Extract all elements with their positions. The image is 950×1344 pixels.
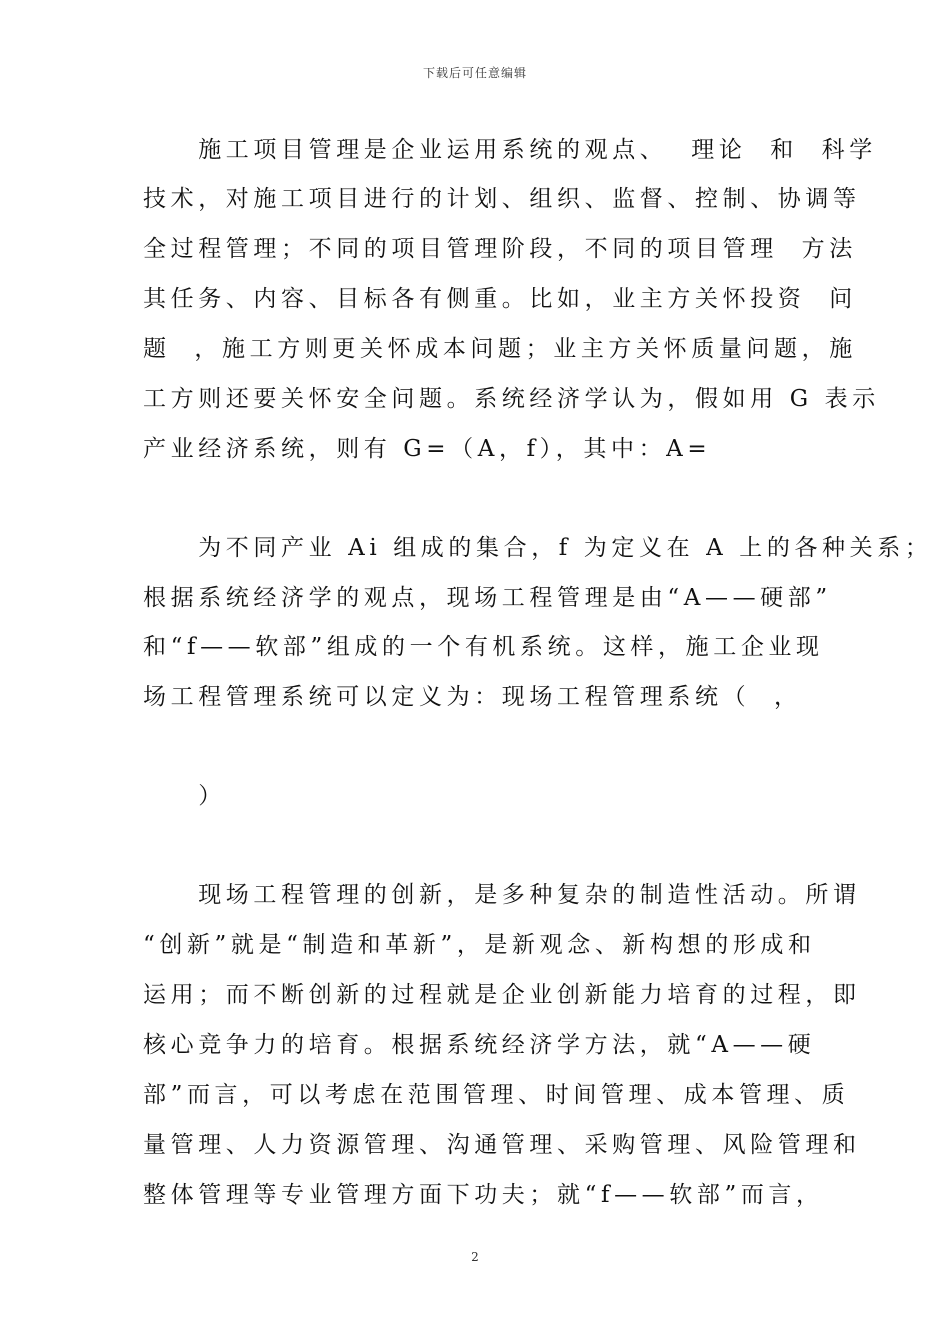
- text-line: “创新”就是“制造和革新”，是新观念、新构想的形成和: [143, 932, 816, 958]
- text-line: 施工项目管理是企业运用系统的观点、 理论 和 科学: [143, 137, 877, 163]
- text-line: 运用；而不断创新的过程就是企业创新能力培育的过程，即: [143, 982, 861, 1008]
- text-line: 核心竞争力的培育。根据系统经济学方法，就“A——硬: [143, 1032, 816, 1058]
- text-line: 产业经济系统，则有 G=（A，f），其中：A=: [143, 436, 712, 462]
- text-line: 技术，对施工项目进行的计划、组织、监督、控制、协调等: [143, 186, 861, 212]
- text-line: 量管理、人力资源管理、沟通管理、采购管理、风险管理和: [143, 1132, 861, 1158]
- text-line: 现场工程管理的创新，是多种复杂的制造性活动。所谓: [143, 882, 861, 908]
- page-header: 下载后可任意编辑: [422, 66, 527, 80]
- text-line: 整体管理等专业管理方面下功夫；就“f——软部”而言，: [143, 1182, 824, 1208]
- text-line: 工方则还要关怀安全问题。系统经济学认为，假如用 G 表示: [143, 386, 880, 412]
- text-line: 全过程管理；不同的项目管理阶段，不同的项目管理 方法: [143, 236, 857, 262]
- text-line: 为不同产业 Ai 组成的集合，f 为定义在 A 上的各种关系；: [143, 535, 933, 561]
- text-line: 场工程管理系统可以定义为：现场工程管理系统（ ，: [143, 684, 802, 710]
- page-number: 2: [471, 1250, 479, 1264]
- text-line: 部”而言，可以考虑在范围管理、时间管理、成本管理、质: [143, 1082, 850, 1108]
- text-line: 根据系统经济学的观点，现场工程管理是由“A——硬部”: [143, 585, 832, 611]
- text-line: ）: [143, 783, 226, 809]
- text-line: 和“f——软部”组成的一个有机系统。这样，施工企业现: [143, 634, 824, 660]
- text-line: 题 ，施工方则更关怀成本问题；业主方关怀质量问题，施: [143, 336, 857, 362]
- text-line: 其任务、内容、目标各有侧重。比如，业主方关怀投资 问: [143, 286, 857, 312]
